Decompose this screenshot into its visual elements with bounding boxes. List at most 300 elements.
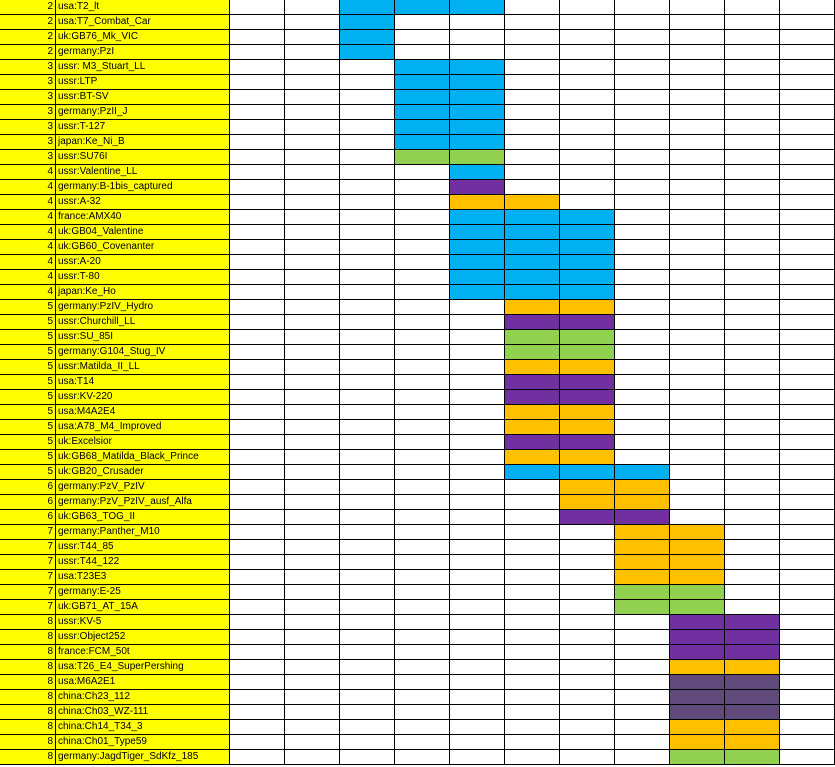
vehicle-name-cell[interactable]: japan:Ke_Ho [56, 285, 230, 300]
grid-cell[interactable] [560, 660, 615, 675]
grid-cell[interactable] [560, 150, 615, 165]
vehicle-name-cell[interactable]: usa:M4A2E4 [56, 405, 230, 420]
grid-cell[interactable] [670, 315, 725, 330]
grid-cell[interactable] [285, 615, 340, 630]
tier-cell[interactable]: 4 [0, 210, 56, 225]
grid-cell[interactable] [230, 435, 285, 450]
grid-cell[interactable] [780, 495, 835, 510]
tier-cell[interactable]: 7 [0, 525, 56, 540]
grid-cell[interactable] [285, 675, 340, 690]
grid-cell[interactable] [725, 525, 780, 540]
tier-cell[interactable]: 4 [0, 195, 56, 210]
grid-cell[interactable] [285, 435, 340, 450]
grid-cell[interactable] [450, 585, 505, 600]
grid-cell[interactable] [285, 705, 340, 720]
grid-cell[interactable] [230, 315, 285, 330]
grid-cell[interactable] [505, 270, 560, 285]
grid-cell[interactable] [560, 255, 615, 270]
grid-cell[interactable] [780, 300, 835, 315]
grid-cell[interactable] [670, 585, 725, 600]
grid-cell[interactable] [670, 555, 725, 570]
grid-cell[interactable] [450, 75, 505, 90]
grid-cell[interactable] [780, 105, 835, 120]
grid-cell[interactable] [340, 420, 395, 435]
grid-cell[interactable] [230, 390, 285, 405]
grid-cell[interactable] [340, 675, 395, 690]
grid-cell[interactable] [285, 450, 340, 465]
grid-cell[interactable] [395, 630, 450, 645]
grid-cell[interactable] [340, 435, 395, 450]
grid-cell[interactable] [340, 270, 395, 285]
grid-cell[interactable] [670, 600, 725, 615]
grid-cell[interactable] [670, 150, 725, 165]
grid-cell[interactable] [285, 585, 340, 600]
grid-cell[interactable] [780, 555, 835, 570]
grid-cell[interactable] [505, 705, 560, 720]
grid-cell[interactable] [560, 585, 615, 600]
grid-cell[interactable] [670, 30, 725, 45]
grid-cell[interactable] [450, 15, 505, 30]
vehicle-name-cell[interactable]: ussr:LTP [56, 75, 230, 90]
grid-cell[interactable] [670, 525, 725, 540]
grid-cell[interactable] [505, 75, 560, 90]
grid-cell[interactable] [780, 165, 835, 180]
grid-cell[interactable] [285, 480, 340, 495]
grid-cell[interactable] [505, 570, 560, 585]
grid-cell[interactable] [230, 150, 285, 165]
grid-cell[interactable] [230, 705, 285, 720]
grid-cell[interactable] [395, 600, 450, 615]
grid-cell[interactable] [230, 360, 285, 375]
grid-cell[interactable] [285, 375, 340, 390]
grid-cell[interactable] [230, 300, 285, 315]
grid-cell[interactable] [230, 255, 285, 270]
grid-cell[interactable] [615, 375, 670, 390]
grid-cell[interactable] [450, 555, 505, 570]
grid-cell[interactable] [725, 255, 780, 270]
grid-cell[interactable] [505, 240, 560, 255]
grid-cell[interactable] [285, 660, 340, 675]
vehicle-name-cell[interactable]: ussr:A-20 [56, 255, 230, 270]
tier-cell[interactable]: 8 [0, 720, 56, 735]
tier-cell[interactable]: 8 [0, 735, 56, 750]
grid-cell[interactable] [560, 405, 615, 420]
tier-cell[interactable]: 8 [0, 705, 56, 720]
grid-cell[interactable] [285, 165, 340, 180]
grid-cell[interactable] [230, 75, 285, 90]
grid-cell[interactable] [615, 0, 670, 15]
grid-cell[interactable] [560, 510, 615, 525]
tier-cell[interactable]: 3 [0, 120, 56, 135]
tier-cell[interactable]: 7 [0, 585, 56, 600]
grid-cell[interactable] [780, 735, 835, 750]
grid-cell[interactable] [615, 735, 670, 750]
grid-cell[interactable] [450, 165, 505, 180]
grid-cell[interactable] [670, 630, 725, 645]
grid-cell[interactable] [615, 30, 670, 45]
grid-cell[interactable] [505, 30, 560, 45]
grid-cell[interactable] [395, 735, 450, 750]
grid-cell[interactable] [615, 255, 670, 270]
grid-cell[interactable] [340, 390, 395, 405]
grid-cell[interactable] [285, 345, 340, 360]
grid-cell[interactable] [670, 390, 725, 405]
grid-cell[interactable] [560, 360, 615, 375]
grid-cell[interactable] [560, 300, 615, 315]
grid-cell[interactable] [670, 720, 725, 735]
grid-cell[interactable] [670, 540, 725, 555]
grid-cell[interactable] [285, 300, 340, 315]
vehicle-name-cell[interactable]: germany:B-1bis_captured [56, 180, 230, 195]
grid-cell[interactable] [230, 90, 285, 105]
tier-cell[interactable]: 7 [0, 555, 56, 570]
grid-cell[interactable] [780, 405, 835, 420]
grid-cell[interactable] [285, 420, 340, 435]
grid-cell[interactable] [560, 495, 615, 510]
grid-cell[interactable] [615, 675, 670, 690]
grid-cell[interactable] [505, 615, 560, 630]
grid-cell[interactable] [615, 630, 670, 645]
grid-cell[interactable] [230, 30, 285, 45]
grid-cell[interactable] [285, 60, 340, 75]
grid-cell[interactable] [780, 345, 835, 360]
vehicle-name-cell[interactable]: germany:PzI [56, 45, 230, 60]
grid-cell[interactable] [615, 300, 670, 315]
grid-cell[interactable] [560, 540, 615, 555]
vehicle-name-cell[interactable]: china:Ch23_112 [56, 690, 230, 705]
grid-cell[interactable] [340, 720, 395, 735]
grid-cell[interactable] [340, 525, 395, 540]
grid-cell[interactable] [560, 60, 615, 75]
grid-cell[interactable] [285, 630, 340, 645]
grid-cell[interactable] [780, 660, 835, 675]
tier-cell[interactable]: 6 [0, 510, 56, 525]
grid-cell[interactable] [450, 60, 505, 75]
grid-cell[interactable] [230, 120, 285, 135]
grid-cell[interactable] [560, 210, 615, 225]
vehicle-name-cell[interactable]: france:FCM_50t [56, 645, 230, 660]
grid-cell[interactable] [560, 30, 615, 45]
tier-cell[interactable]: 2 [0, 45, 56, 60]
vehicle-name-cell[interactable]: ussr:BT-SV [56, 90, 230, 105]
grid-cell[interactable] [505, 45, 560, 60]
tier-cell[interactable]: 2 [0, 15, 56, 30]
grid-cell[interactable] [395, 210, 450, 225]
grid-cell[interactable] [395, 720, 450, 735]
vehicle-name-cell[interactable]: ussr:T44_85 [56, 540, 230, 555]
vehicle-name-cell[interactable]: uk:GB20_Crusader [56, 465, 230, 480]
grid-cell[interactable] [340, 480, 395, 495]
grid-cell[interactable] [285, 330, 340, 345]
grid-cell[interactable] [780, 195, 835, 210]
grid-cell[interactable] [395, 75, 450, 90]
grid-cell[interactable] [340, 120, 395, 135]
grid-cell[interactable] [560, 120, 615, 135]
grid-cell[interactable] [285, 30, 340, 45]
grid-cell[interactable] [560, 525, 615, 540]
grid-cell[interactable] [285, 225, 340, 240]
grid-cell[interactable] [670, 660, 725, 675]
grid-cell[interactable] [505, 255, 560, 270]
grid-cell[interactable] [725, 465, 780, 480]
grid-cell[interactable] [670, 180, 725, 195]
grid-cell[interactable] [395, 585, 450, 600]
grid-cell[interactable] [725, 750, 780, 765]
grid-cell[interactable] [725, 135, 780, 150]
vehicle-name-cell[interactable]: china:Ch14_T34_3 [56, 720, 230, 735]
grid-cell[interactable] [725, 390, 780, 405]
grid-cell[interactable] [505, 405, 560, 420]
grid-cell[interactable] [560, 105, 615, 120]
grid-cell[interactable] [505, 0, 560, 15]
grid-cell[interactable] [340, 690, 395, 705]
grid-cell[interactable] [725, 405, 780, 420]
grid-cell[interactable] [505, 195, 560, 210]
grid-cell[interactable] [560, 345, 615, 360]
grid-cell[interactable] [615, 495, 670, 510]
grid-cell[interactable] [230, 585, 285, 600]
grid-cell[interactable] [450, 135, 505, 150]
grid-cell[interactable] [450, 435, 505, 450]
grid-cell[interactable] [780, 420, 835, 435]
grid-cell[interactable] [725, 375, 780, 390]
grid-cell[interactable] [780, 540, 835, 555]
grid-cell[interactable] [395, 540, 450, 555]
grid-cell[interactable] [615, 270, 670, 285]
grid-cell[interactable] [725, 75, 780, 90]
grid-cell[interactable] [615, 585, 670, 600]
grid-cell[interactable] [450, 210, 505, 225]
grid-cell[interactable] [725, 450, 780, 465]
grid-cell[interactable] [505, 465, 560, 480]
grid-cell[interactable] [505, 300, 560, 315]
vehicle-name-cell[interactable]: uk:GB04_Valentine [56, 225, 230, 240]
grid-cell[interactable] [670, 210, 725, 225]
grid-cell[interactable] [560, 735, 615, 750]
grid-cell[interactable] [450, 495, 505, 510]
grid-cell[interactable] [395, 480, 450, 495]
vehicle-name-cell[interactable]: usa:T23E3 [56, 570, 230, 585]
grid-cell[interactable] [505, 225, 560, 240]
grid-cell[interactable] [670, 0, 725, 15]
vehicle-name-cell[interactable]: china:Ch03_WZ-111 [56, 705, 230, 720]
grid-cell[interactable] [395, 195, 450, 210]
grid-cell[interactable] [230, 210, 285, 225]
grid-cell[interactable] [560, 15, 615, 30]
grid-cell[interactable] [560, 180, 615, 195]
grid-cell[interactable] [670, 360, 725, 375]
grid-cell[interactable] [340, 330, 395, 345]
grid-cell[interactable] [615, 330, 670, 345]
grid-cell[interactable] [395, 255, 450, 270]
grid-cell[interactable] [230, 375, 285, 390]
tier-cell[interactable]: 5 [0, 375, 56, 390]
grid-cell[interactable] [230, 630, 285, 645]
grid-cell[interactable] [670, 45, 725, 60]
tier-cell[interactable]: 5 [0, 360, 56, 375]
grid-cell[interactable] [560, 555, 615, 570]
grid-cell[interactable] [670, 510, 725, 525]
grid-cell[interactable] [230, 570, 285, 585]
grid-cell[interactable] [725, 615, 780, 630]
grid-cell[interactable] [230, 105, 285, 120]
grid-cell[interactable] [725, 0, 780, 15]
tier-cell[interactable]: 2 [0, 0, 56, 15]
grid-cell[interactable] [230, 525, 285, 540]
grid-cell[interactable] [670, 300, 725, 315]
grid-cell[interactable] [615, 285, 670, 300]
grid-cell[interactable] [285, 315, 340, 330]
grid-cell[interactable] [340, 405, 395, 420]
grid-cell[interactable] [340, 315, 395, 330]
grid-cell[interactable] [780, 750, 835, 765]
grid-cell[interactable] [340, 255, 395, 270]
grid-cell[interactable] [780, 720, 835, 735]
grid-cell[interactable] [230, 225, 285, 240]
grid-cell[interactable] [615, 435, 670, 450]
grid-cell[interactable] [670, 135, 725, 150]
grid-cell[interactable] [560, 705, 615, 720]
tier-cell[interactable]: 5 [0, 420, 56, 435]
grid-cell[interactable] [560, 225, 615, 240]
grid-cell[interactable] [560, 675, 615, 690]
grid-cell[interactable] [230, 615, 285, 630]
grid-cell[interactable] [560, 330, 615, 345]
grid-cell[interactable] [395, 705, 450, 720]
grid-cell[interactable] [395, 225, 450, 240]
grid-cell[interactable] [340, 345, 395, 360]
grid-cell[interactable] [560, 750, 615, 765]
grid-cell[interactable] [725, 240, 780, 255]
grid-cell[interactable] [670, 75, 725, 90]
grid-cell[interactable] [560, 135, 615, 150]
grid-cell[interactable] [615, 345, 670, 360]
grid-cell[interactable] [780, 360, 835, 375]
grid-cell[interactable] [725, 90, 780, 105]
grid-cell[interactable] [230, 180, 285, 195]
grid-cell[interactable] [505, 720, 560, 735]
grid-cell[interactable] [505, 210, 560, 225]
grid-cell[interactable] [505, 630, 560, 645]
grid-cell[interactable] [615, 525, 670, 540]
grid-cell[interactable] [230, 735, 285, 750]
grid-cell[interactable] [395, 120, 450, 135]
tier-cell[interactable]: 8 [0, 675, 56, 690]
grid-cell[interactable] [340, 225, 395, 240]
grid-cell[interactable] [285, 525, 340, 540]
grid-cell[interactable] [560, 90, 615, 105]
grid-cell[interactable] [230, 405, 285, 420]
grid-cell[interactable] [505, 330, 560, 345]
grid-cell[interactable] [395, 390, 450, 405]
grid-cell[interactable] [285, 180, 340, 195]
tier-cell[interactable]: 3 [0, 75, 56, 90]
grid-cell[interactable] [285, 540, 340, 555]
grid-cell[interactable] [505, 150, 560, 165]
grid-cell[interactable] [285, 570, 340, 585]
grid-cell[interactable] [450, 405, 505, 420]
grid-cell[interactable] [395, 90, 450, 105]
grid-cell[interactable] [450, 225, 505, 240]
grid-cell[interactable] [450, 330, 505, 345]
grid-cell[interactable] [285, 510, 340, 525]
grid-cell[interactable] [230, 345, 285, 360]
grid-cell[interactable] [505, 180, 560, 195]
tier-cell[interactable]: 5 [0, 465, 56, 480]
grid-cell[interactable] [615, 645, 670, 660]
grid-cell[interactable] [395, 435, 450, 450]
grid-cell[interactable] [560, 270, 615, 285]
grid-cell[interactable] [285, 210, 340, 225]
grid-cell[interactable] [780, 690, 835, 705]
grid-cell[interactable] [230, 675, 285, 690]
grid-cell[interactable] [450, 645, 505, 660]
vehicle-name-cell[interactable]: uk:GB63_TOG_II [56, 510, 230, 525]
grid-cell[interactable] [560, 720, 615, 735]
grid-cell[interactable] [725, 45, 780, 60]
grid-cell[interactable] [780, 150, 835, 165]
grid-cell[interactable] [230, 60, 285, 75]
grid-cell[interactable] [670, 615, 725, 630]
tier-cell[interactable]: 3 [0, 150, 56, 165]
vehicle-name-cell[interactable]: germany:PzIV_Hydro [56, 300, 230, 315]
grid-cell[interactable] [285, 720, 340, 735]
grid-cell[interactable] [725, 705, 780, 720]
grid-cell[interactable] [395, 165, 450, 180]
grid-cell[interactable] [340, 300, 395, 315]
grid-cell[interactable] [725, 270, 780, 285]
grid-cell[interactable] [395, 105, 450, 120]
grid-cell[interactable] [670, 450, 725, 465]
grid-cell[interactable] [615, 450, 670, 465]
vehicle-name-cell[interactable]: china:Ch01_Type59 [56, 735, 230, 750]
tier-cell[interactable]: 5 [0, 450, 56, 465]
grid-cell[interactable] [395, 405, 450, 420]
grid-cell[interactable] [725, 555, 780, 570]
grid-cell[interactable] [725, 585, 780, 600]
vehicle-name-cell[interactable]: uk:Excelsior [56, 435, 230, 450]
grid-cell[interactable] [615, 195, 670, 210]
grid-cell[interactable] [670, 255, 725, 270]
grid-cell[interactable] [725, 285, 780, 300]
grid-cell[interactable] [340, 645, 395, 660]
grid-cell[interactable] [780, 270, 835, 285]
grid-cell[interactable] [725, 735, 780, 750]
grid-cell[interactable] [450, 750, 505, 765]
grid-cell[interactable] [725, 495, 780, 510]
grid-cell[interactable] [725, 600, 780, 615]
grid-cell[interactable] [725, 675, 780, 690]
tier-cell[interactable]: 7 [0, 570, 56, 585]
grid-cell[interactable] [780, 180, 835, 195]
grid-cell[interactable] [560, 690, 615, 705]
grid-cell[interactable] [395, 270, 450, 285]
grid-cell[interactable] [615, 420, 670, 435]
grid-cell[interactable] [780, 90, 835, 105]
grid-cell[interactable] [725, 720, 780, 735]
vehicle-name-cell[interactable]: ussr:T-80 [56, 270, 230, 285]
grid-cell[interactable] [725, 105, 780, 120]
grid-cell[interactable] [505, 435, 560, 450]
grid-cell[interactable] [670, 495, 725, 510]
vehicle-name-cell[interactable]: germany:JagdTiger_SdKfz_185 [56, 750, 230, 765]
grid-cell[interactable] [615, 615, 670, 630]
grid-cell[interactable] [395, 615, 450, 630]
grid-cell[interactable] [285, 105, 340, 120]
grid-cell[interactable] [395, 240, 450, 255]
vehicle-name-cell[interactable]: usa:A78_M4_Improved [56, 420, 230, 435]
grid-cell[interactable] [505, 750, 560, 765]
